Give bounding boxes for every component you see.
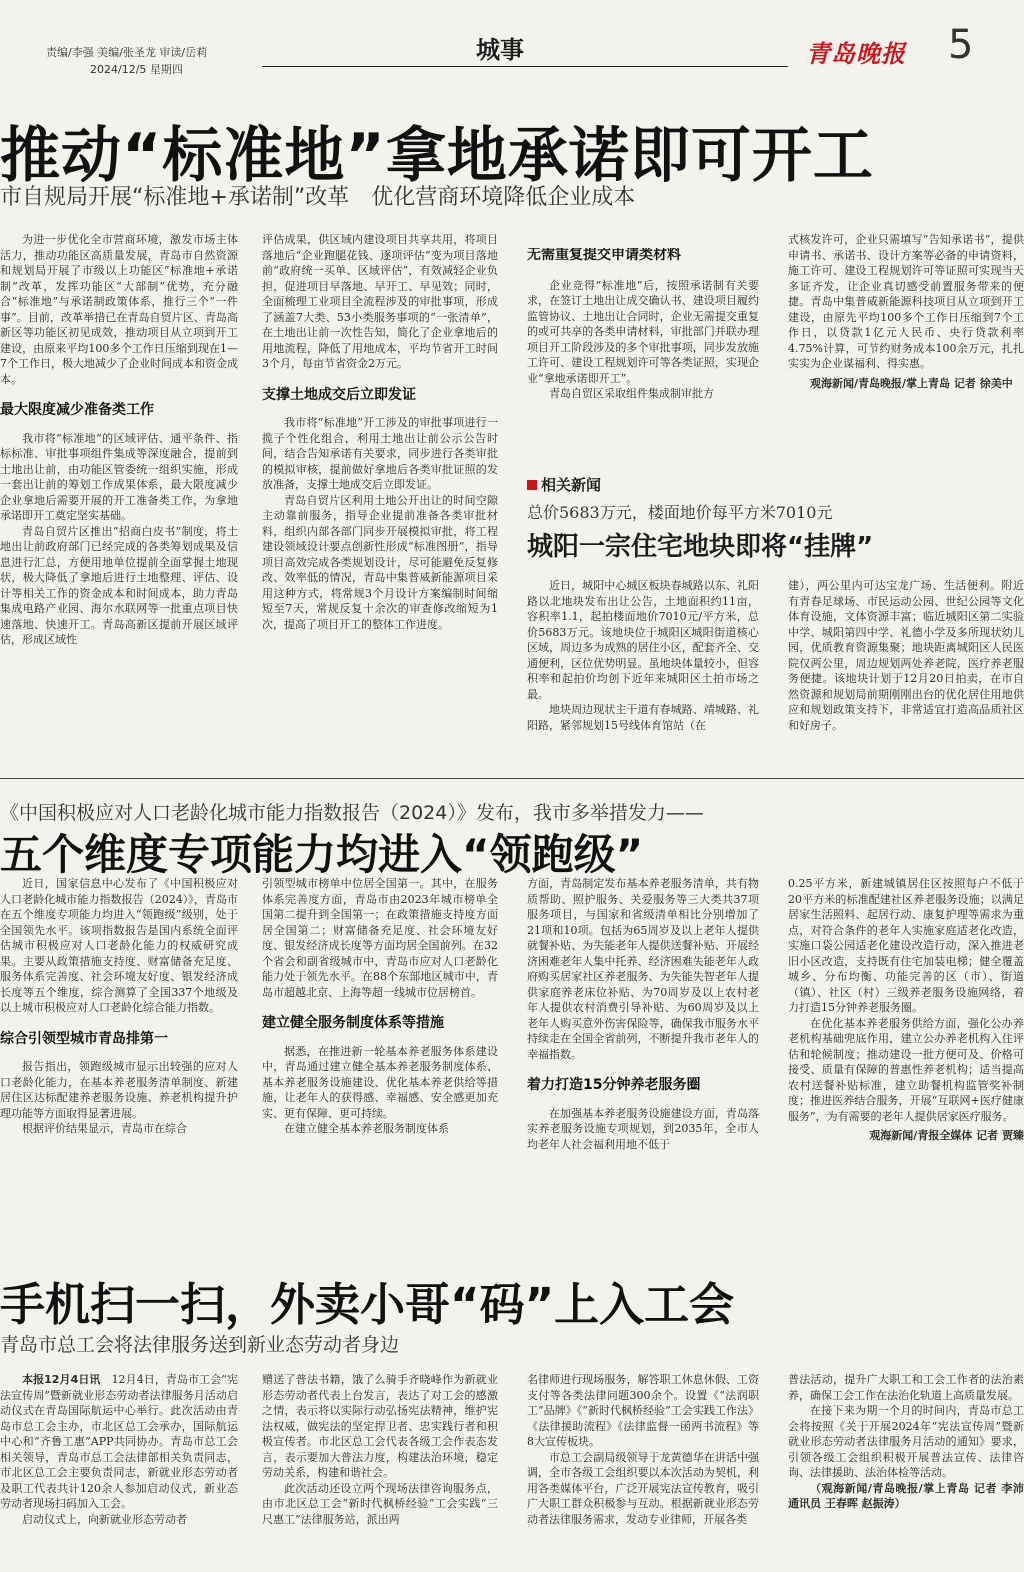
related-column-1 [527,578,759,768]
article3-headline: 手机扫一扫，外卖小哥“码”上入工会 [0,1278,735,1331]
article1-paragraph: 评估成果，供区域内建设项目共享共用，将项目落地后“企业跑腿花钱、逐项评估”变为项目落地前“政府统一买单、区域评估”，有效减轻企业负担，促进项目早落地、早开工、早见效；同时，全面梳理工业项目全流程涉及的审批事项，形成了涵盖7大类、53小类服务事项的“一张清单”，在土地出让前一次性告知，简化了企业拿地后的用地流程，降低了用地成本，平均节省开工时间3个月，每亩节省资金2万元。 [262,233,498,370]
article1-paragraph: 为进一步优化全市营商环境，激发市场主体活力，推动功能区高质量发展，青岛市自然资源和规划局开展了市级以上功能区“标准地+承诺制”改革，发挥功能区“大部制”优势，充分融合“标准地”与承诺制政策体系，推行三个“一件事”。目前，改革举措已在青岛自贸片区、青岛高新区等功能区初见成效，推动项目从立项到开工建设，由原来平均100多个工作日压缩到现在1—7个工作日，极大地减少了企业时间成本和资金成本。 [0,233,238,386]
article3-column-4 [788,1372,1024,1568]
article2-paragraph: 报告指出，领跑级城市显示出较强的应对人口老龄化能力，在基本养老服务清单制度、新建居住区达标配建养老服务设施、养老机构提升护理功能等方面取得显著进展。 [0,1060,238,1120]
article2-paragraph: 在优化基本养老服务供给方面，强化公办养老机构基础兜底作用，建立公办养老机构入住评估和轮候制度；推动建设一批方便可及、价格可接受、质量有保障的普惠性养老机构；适当提高农村送餐补贴标准，建立助餐机构监管奖补制度；推进医养结合服务，开展“互联网+医疗健康服务”，为有需要的老年人提供居家医疗服务。 [788,1016,1024,1123]
article2-byline: 观海新闻/青报全媒体 记者 贾臻 [869,1129,1024,1142]
article1-paragraph: 我市将“标准地”的区域评估、通平条件、指标标准、审批事项组件集成等深度融合，提前到土地出让前，由功能区管委统一组织实施，形成一套出让前的筹划工作成果体系，最大限度减少企业拿地后需要开展的开工准备类工作，为拿地承诺即开工奠定坚实基础。 [0,431,238,522]
article3-paragraph: 此次活动还设立两个现场法律咨询服务点，由市北区总工会“新时代枫桥经验”工会实践“三尺惠工”法律服务站，派出两 [262,1481,498,1526]
article2-paragraph: 0.25平方米，新建城镇居住区按照每户不低于20平方米的标准配建社区养老服务设施；以满足居家生活照料、起居行动、康复护理等需求为重点，对符合条件的老年人实施家庭适老化改造，实施口袋公园适老化建设改造行动，深入推进老旧小区改造，支持既有住宅加装电梯；健全覆盖城乡、分布均衡、功能完善的区（市）、街道（镇）、社区（村）三级养老服务设施网络，着力打造15分钟养老服务圈。 [788,877,1024,1014]
article1-headline: 推动“标准地”拿地承诺即可开工 [0,121,874,191]
page-number: 5 [948,22,974,68]
article2-column-1 [0,876,238,1246]
related-news-label: 相关新闻 [541,476,602,494]
article1-byline: 观海新闻/青岛晚报/掌上青岛 记者 徐美中 [810,376,1013,390]
paper-logo: 青岛晚报 [806,39,906,68]
article3-paragraph: 12月4日，青岛市工会“宪法宣传周”暨新就业形态劳动者法律服务月活动启动仪式在青岛国际航运中心举行。此次活动由青岛市总工会主办，市北区总工会承办，国际航运中心和“齐鲁工惠”APP共同协办。青岛市总工会相关领导，青岛市总工会法律部相关负责同志，市北区总工会主要负责同志，新就业形态劳动者及职工代表共计120余人参加启动仪式，新业态劳动者现场扫码加入工会。 [0,1373,238,1510]
article1-paragraph: 我市将“标准地”开工涉及的审批事项进行一揽子个性化组合，利用土地出让前公示公告时间，结合告知承诺有关要求，同步进行各类审批的模拟审核，提前做好拿地后各类审批证照的发放准备，支撑土地成交后立即发证。 [262,416,498,491]
article1-section-heading: 支撑土地成交后立即发证 [262,386,416,403]
article1-column-1 [0,232,238,762]
article1-section-heading: 最大限度减少准备类工作 [0,402,154,418]
article1-subhead: 市自规局开展“标准地+承诺制”改革 优化营商环境降低企业成本 [0,185,636,210]
related-news-tag [527,474,601,495]
article2-paragraph: 根据评价结果显示，青岛市在综合 [22,1122,187,1135]
article3-byline: （观海新闻/青岛晚报/掌上青岛 记者 李沛 通讯员 王春晖 赵振涛） [788,1481,1024,1510]
article2-headline: 五个维度专项能力均进入“领跑级” [0,830,644,879]
article1-paragraph: 青岛自贸片区推出“招商白皮书”制度，将土地出让前政府部门已经完成的各类筹划成果及信息进行汇总，方便用地单位提前全面掌握土地现状，极大降低了拿地后进行土地整理、评估、设计等相关工作的资金成本和时间成本，助力青岛集成电路产业园、海尔水联网等一批重点项目快速落地、快速开工。青岛高新区提前开展区域评估，形成区域性 [0,524,238,646]
article2-section-heading: 建立健全服务制度体系等措施 [262,1015,444,1031]
article2-paragraph: 在建立健全基本养老服务制度体系 [284,1122,449,1135]
article3-subhead: 青岛市总工会将法律服务送到新业态劳动者身边 [0,1334,400,1356]
article2-paragraph: 近日，国家信息中心发布了《中国积极应对人口老龄化城市能力指数报告（2024）》，青岛市在五个维度专项能力均进入“领跑级”级别，处于全国领先水平。该项指数报告是国内系统全面评估城市积极应对人口老龄化能力的权威研究成果。主要从政策措施支持度、财富储备充足度、服务体系完善度、社会环境友好度、银发经济成长度等五个维度，综合测算了全国337个地级及以上城市积极应对人口老龄化综合能力指数。 [0,877,238,1014]
article3-paragraph: 启动仪式上，向新就业形态劳动者 [22,1512,187,1526]
article1-section-heading: 无需重复提交申请类材料 [527,248,681,263]
article3-column-1 [0,1372,238,1568]
article3-paragraph: 在接下来为期一个月的时间内，青岛市总工会将按照《关于开展2024年“宪法宣传周”暨新就业形态劳动者法律服务月活动的通知》要求，引领各级工会组织积极开展普法宣传、法律咨询、法律援助、法治体检等活动。 [788,1404,1024,1479]
section-title: 城事 [476,36,524,64]
article3-paragraph: 赠送了普法书籍，饿了么骑手齐晓峰作为新就业形态劳动者代表上台发言，表达了对工会的感激之情，表示将以实际行动弘扬宪法精神，维护宪法权威，做宪法的坚定捍卫者、忠实践行者和积极宣传者。市北区总工会代表各级工会作表态发言，表示要加大普法力度，构建法治环境，稳定劳动关系，构建和谐社会。 [262,1373,498,1479]
related-paragraph: 地块周边现状主干道有春城路、靖城路、礼阳路，紧邻规划15号线体育馆站（在 [527,703,759,732]
article1-paragraph: 青岛自贸片区利用土地公开出让的时间空隙主动靠前服务，指导企业提前准备各类审批材料，组织内部各部门同步开展模拟审批，将工程建设领域设计要点创新性形成“标准图册”，指导项目高效完成各类规划设计，尽可能避免反复修改、效率低的情况，青岛中集普威新能源项目采用这种方式，将常规3个月设计方案编制时间缩短至7天，常规反复十余次的审查修改缩短为1次，提高了项目开工的整体工作进度。 [262,493,498,631]
article3-paragraph: 市总工会副局级领导于龙黄德华在讲话中强调，全市各级工会组织要以本次活动为契机，利用各类媒体平台，广泛开展宪法宣传教育，吸引广大职工群众积极参与互动。根据新就业形态劳动者法律服务需求，发动专业律师，开展各类 [527,1450,759,1526]
article1-column-4 [788,232,1024,462]
article2-paragraph: 据悉，在推进新一轮基本养老服务体系建设中，青岛通过建立健全基本养老服务制度体系、基本养老服务设施建设、优化基本养老供给等措施，让老年人的获得感、幸福感、安全感更加充实、更有保障、更可持续。 [262,1044,498,1120]
article2-kicker: 《中国积极应对人口老龄化城市能力指数报告（2024）》发布，我市多举措发力—— [0,802,704,824]
article2-column-2 [262,876,498,1246]
related-column-2 [788,578,1024,768]
header-rule [262,66,788,67]
article2-paragraph: 引领型城市榜单中位居全国第一。其中，在服务体系完善度方面，青岛市由2023年城市榜单全国第二提升到全国第一；在政策措施支持度方面居全国第二；财富储备充足度、社会环境友好度、银发经济成长度等方面均居全国前列。在32个省会和副省级城市中，青岛市应对人口老龄化能力处于领先水平。在88个东部地区城市中，青岛市超越北京、上海等超一线城市位居榜首。 [262,877,498,999]
article2-column-3 [527,876,759,1246]
article3-column-2 [262,1372,498,1568]
article3-paragraph: 名律师进行现场服务，解答职工休息休假、工资支付等各类法律问题300余个。设置《“法润职工”品牌》《“新时代枫桥经验”工会实践工作法》《法律援助流程》《法律监督一函两书流程》等8大宣传板块。 [527,1373,759,1448]
article2-section-heading: 着力打造15分钟养老服务圈 [527,1077,701,1093]
article1-paragraph: 式核发许可，企业只需填写“告知承诺书”，提供申请书、承诺书、设计方案等必备的申请资料，施工许可、建设工程规划许可等证照可实现当天多证齐发，让企业真切感受前置服务带来的便捷。青岛中集普威新能源科技项目从立项到开工建设，由原先平均100多个工作日压缩到7个工作日，以贷款1亿元人民币、央行贷款利率4.75%计算，可节约财务成本100余万元，扎扎实实为企业谋福利、得实惠。 [788,233,1024,370]
red-square-icon [527,480,537,490]
article2-paragraph: 在加强基本养老服务设施建设方面，青岛落实养老服务设施专项规划，到2035年，全市人均老年人社会福利用地不低于 [527,1106,759,1151]
article3-paragraph: 普法活动，提升广大职工和工会工作者的法治素养，确保工会工作在法治化轨道上高质量发展。 [788,1373,1024,1402]
article2-paragraph: 方面，青岛制定发布基本养老服务清单，共有物质帮助、照护服务、关爱服务等三大类共37项服务项目，与国家和省级清单相比分别增加了21项和10项。包括为65周岁及以上老年人提供就餐补贴、为失能老年人提供送餐补贴、开展经济困难老年人集中托养、经济困难失能老年人政府购买居家社区养老服务、为失能失智老年人提供家庭养老床位补贴、为70周岁及以上农村老年人提供农村消费引导补贴、为60周岁及以上老年人购买意外伤害保险等，确保我市服务水平持续走在全国全省前列，不断提升我市老年人的幸福指数。 [527,877,759,1061]
related-headline: 城阳一宗住宅地块即将“挂牌” [527,532,874,562]
article1-column-2 [262,232,498,762]
related-subhead: 总价5683万元，楼面地价每平方米7010元 [527,503,833,522]
article1-column-3 [527,248,759,458]
article1-paragraph: 青岛自贸区采取组件集成制审批方 [549,387,714,400]
article3-column-3 [527,1372,759,1568]
related-paragraph: 近日，城阳中心城区板块春城路以东、礼阳路以北地块发布出让公告，土地面积约11亩，容积率1.1，起拍楼面地价7010元/平方米，总价5683万元。该地块位于城阳区城阳街道核心区域，周边多为成熟的居住小区，配套齐全、交通便利，区位优势明显。虽地块体量较小，但容积率和起拍价均创下近年来城阳区土拍市场之最。 [527,579,759,701]
dateline: 本报12月4日讯 [22,1373,101,1386]
related-paragraph: 建），两公里内可达宝龙广场、生活便利。附近有青春足球场、市民运动公园、世纪公园等文化体育设施，文体资源丰富；临近城阳区第二实验中学、城阳第四中学、礼德小学及多所现状幼儿园，优质教育资源集聚；地块距离城阳区人民医院仅两公里，周边规划两处养老院，医疗养老服务便捷。该地块计划于12月20日拍卖，在市自然资源和规划局前期刚刚出台的优化居住用地供应和规划政策支持下，非常适宜打造高品质社区和好房子。 [788,579,1024,732]
section-divider [0,778,1024,779]
date-line: 2024/12/5 星期四 [90,63,183,76]
article2-column-4 [788,876,1024,1246]
article2-section-heading: 综合引领型城市青岛排第一 [0,1030,168,1047]
masthead-meta [46,44,207,78]
article1-paragraph: 企业竞得“标准地”后，按照承诺制有关要求，在签订土地出让成交确认书、建设项目履约监管协议、土地出让合同时，企业无需提交重复的或可共享的各类申请材料，审批部门并联办理项目开工阶段涉及的多个审批事项，同步发放施工许可、建设工程规划许可等各类证照，实现企业“拿地承诺即开工”。 [527,278,759,385]
editors-line: 责编/李强 美编/张圣龙 审读/岳莉 [46,46,208,59]
